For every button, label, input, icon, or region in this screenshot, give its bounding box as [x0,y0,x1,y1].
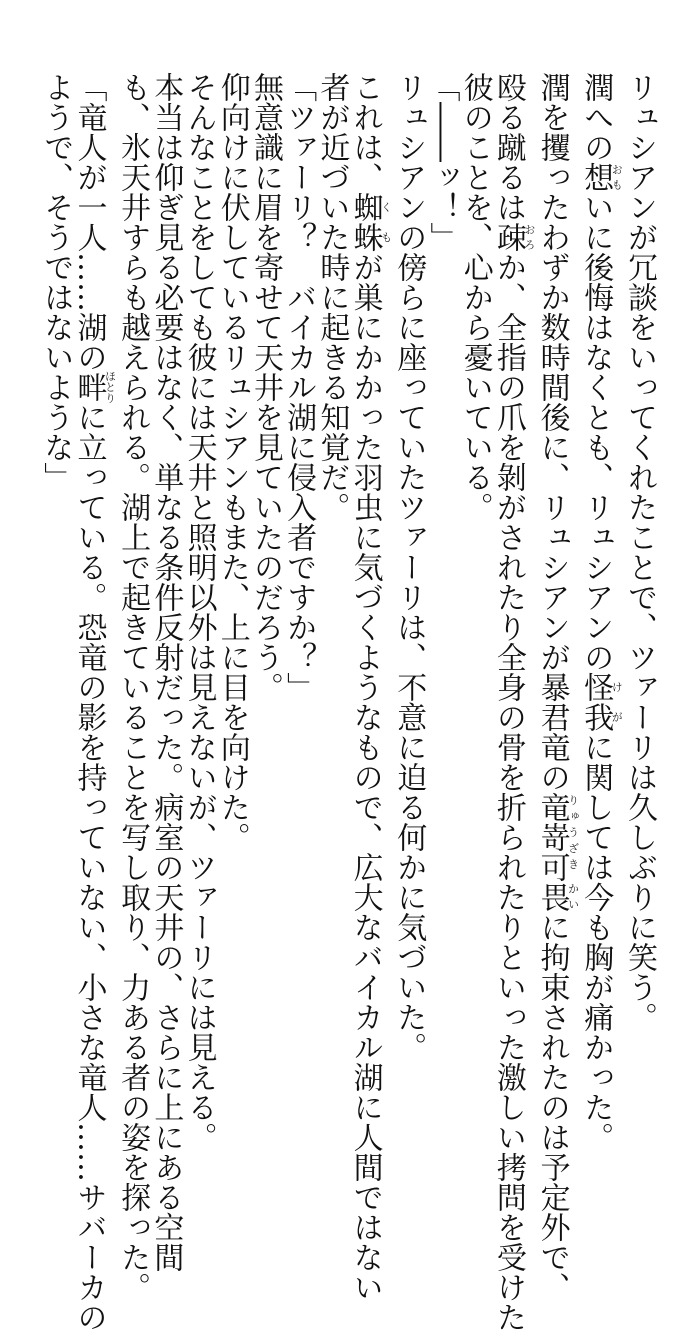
text-line: 「――ッ！」 [424,72,460,252]
text-line: 仰向けに伏しているリュシアンもまた、上に目を向けた。 [214,72,250,852]
text-line: そんなことをしても彼には天井と照明以外は見えないが、ツァーリには見える。 [181,72,217,1152]
ruby-base: 竜嵜可畏 [534,792,570,912]
ruby-annotation [71,370,117,404]
ruby-reading: おも [610,162,624,192]
ruby-base: 想 [578,162,614,192]
vertical-text-body [38,72,657,1332]
text-segment: に関しては今も胸が痛かった。 [578,732,614,1152]
text-segment: 殴る蹴るは [490,72,526,222]
ruby-base: 疎 [490,222,526,252]
text-segment: への [578,102,614,162]
text-line [578,72,624,1152]
text-line: ようで、そうではないような」 [38,72,74,492]
ruby-annotation [347,192,393,252]
ruby-base: 怪我 [578,672,614,732]
text-line: リュシアンの傍らに座っていたツァーリは、不意に迫る何かに気づいた。 [391,72,427,1062]
text-segment: これは、 [347,72,383,192]
ruby-reading: くも [379,192,393,252]
text-line [490,72,536,1332]
ruby-base: 潤 [578,72,614,102]
text-line: 無意識に眉を寄せて天井を見ていたのだろう。 [247,72,283,702]
text-line: 者が近づいた時に起きる知覚だ。 [314,72,350,522]
ruby-annotation [490,222,536,252]
ruby-annotation [534,792,580,912]
ruby-reading: おろ [522,222,536,252]
text-line: 「ツァーリ？ バイカル湖に侵入者ですか？」 [281,72,317,702]
ruby-annotation [578,672,624,732]
text-segment: に拘束されたのは予定外で、 [534,912,570,1302]
text-line [71,72,117,1332]
text-segment: が巣にかかった羽虫に気づくようなもので、広大なバイカル湖に人間ではない [347,252,383,1302]
text-line: 彼のことを、心から憂いている。 [457,72,493,522]
text-segment: か、全指の爪を剝がされたり全身の骨を折られたりといった激しい拷問を受けた [490,252,526,1332]
ruby-reading: ほとり [103,370,117,404]
ruby-base: 蜘蛛 [347,192,383,252]
text-line: も、氷天井すらも越えられる。湖上で起きていることを写し取り、力ある者の姿を探った。 [115,72,151,1302]
text-line: 本当は仰ぎ見る必要はなく、単なる条件反射だった。病室の天井の、さらに上にある空間 [148,72,184,1272]
text-segment: に立っている。恐竜の影を持っていない、小さな竜人……サバーカの [71,402,107,1332]
text-segment: 「竜人が一人……湖の [71,72,107,372]
text-line: リュシアンが冗談をいってくれたことで、ツァーリは久しぶりに笑う。 [622,72,657,1032]
text-segment: いに後悔はなくとも、リュシアンの [578,192,614,672]
text-line [347,72,393,1302]
text-line [534,72,580,1302]
text-segment: 潤を攫ったわずか数時間後に、リュシアンが暴君竜の [534,72,570,792]
ruby-reading: りゅうざき かい [566,792,580,912]
ruby-base: 畔 [71,370,107,404]
ruby-reading: けが [610,672,624,732]
ruby-annotation [578,162,624,192]
